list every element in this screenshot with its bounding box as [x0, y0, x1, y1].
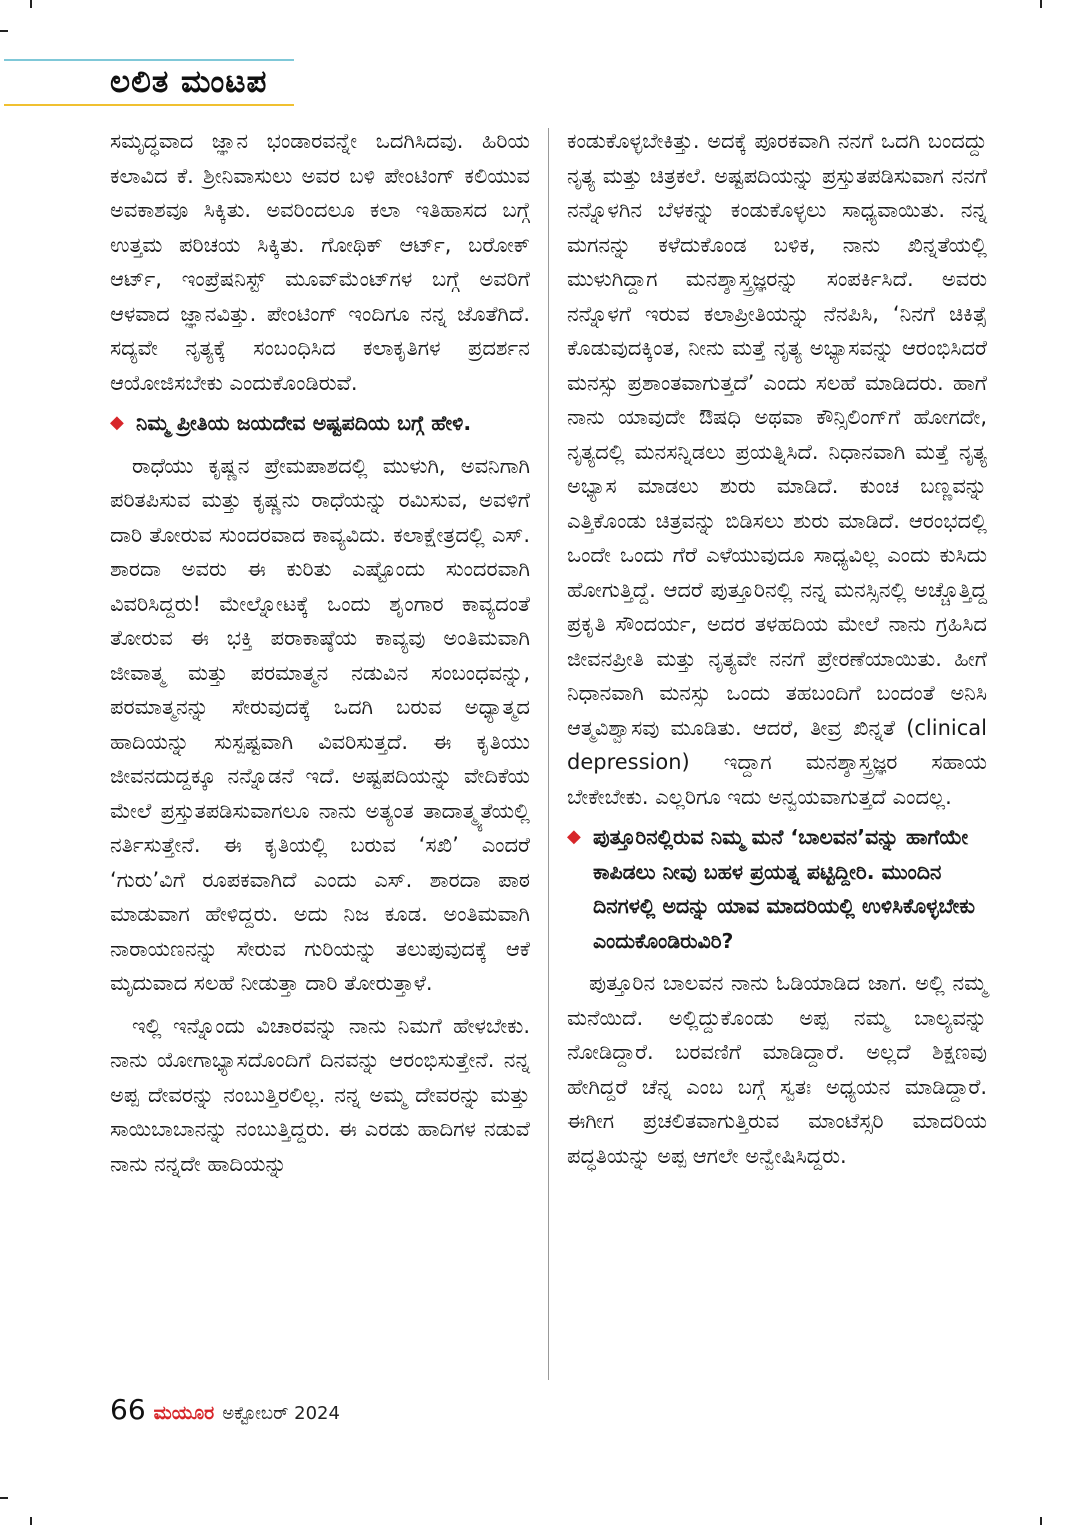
- paragraph: ಪುತ್ತೂರಿನ ಬಾಲವನ ನಾನು ಓಡಿಯಾಡಿದ ಜಾಗ. ಅಲ್ಲಿ ನಮ್ಮ ಮನೆಯಿದೆ. ಅಲ್ಲಿದ್ದುಕೊಂಡು ಅಪ್ಪ ನಮ್ಮ ಬಾಲ್ಯವನ್ನು ನೋಡಿದ್ದಾರೆ. ಬರವಣಿಗೆ ಮಾಡಿದ್ದಾರೆ. ಅಲ್ಲದೆ ಶಿಕ್ಷಣವು ಹೇಗಿದ್ದರೆ ಚೆನ್ನ ಎಂಬ ಬಗ್ಗೆ ಸ್ವತಃ ಅಧ್ಯಯನ ಮಾಡಿದ್ದಾರೆ. ಈಗೀಗ ಪ್ರಚಲಿತವಾಗುತ್ತಿರುವ ಮಾಂಟೆಸ್ಸರಿ ಮಾದರಿಯ ಪದ್ಧತಿಯನ್ನು ಅಪ್ಪ ಆಗಲೇ ಅನ್ವೇಷಿಸಿದ್ದರು.: [567, 971, 987, 1168]
- diamond-bullet-icon: ◆: [567, 826, 581, 847]
- paragraph: ಸಮೃದ್ಧವಾದ ಜ್ಞಾನ ಭಂಡಾರವನ್ನೇ ಒದಗಿಸಿದವು. ಹಿರಿಯ ಕಲಾವಿದ ಕೆ. ಶ್ರೀನಿವಾಸುಲು ಅವರ ಬಳಿ ಪೇಂಟಿಂಗ್ ಕಲಿಯುವ ಅವಕಾಶವೂ ಸಿಕ್ಕಿತು. ಅವರಿಂದಲೂ ಕಲಾ ಇತಿಹಾಸದ ಬಗ್ಗೆ ಉತ್ತಮ ಪರಿಚಯ ಸಿಕ್ಕಿತು. ಗೋಥಿಕ್ ಆರ್ಟ್, ಬರೋಕ್ ಆರ್ಟ್, ಇಂಪ್ರೆಷನಿಸ್ಟ್ ಮೂವ್‌ಮೆಂಟ್‌ಗಳ ಬಗ್ಗೆ ಅವರಿಗೆ ಆಳವಾದ ಜ್ಞಾನವಿತ್ತು. ಪೇಂಟಿಂಗ್ ಇಂದಿಗೂ ನನ್ನ ಜೊತೆಗಿದೆ. ಸದ್ಯವೇ ನೃತ್ಯಕ್ಕೆ ಸಂಬಂಧಿಸಿದ ಕಲಾಕೃತಿಗಳ ಪ್ರದರ್ಶನ ಆಯೋಜಿಸಬೇಕು ಎಂದುಕೊಂಡಿರುವೆ.: [110, 129, 530, 395]
- page-number: 66: [110, 1393, 146, 1426]
- crop-mark: [0, 1497, 8, 1499]
- paragraph: ರಾಧೆಯು ಕೃಷ್ಣನ ಪ್ರೇಮಪಾಶದಲ್ಲಿ ಮುಳುಗಿ, ಅವನಿಗಾಗಿ ಪರಿತಪಿಸುವ ಮತ್ತು ಕೃಷ್ಣನು ರಾಧೆಯನ್ನು ರಮಿಸುವ, ಅವಳಿಗೆ ದಾರಿ ತೋರುವ ಸುಂದರವಾದ ಕಾವ್ಯವಿದು. ಕಲಾಕ್ಷೇತ್ರದಲ್ಲಿ ಎಸ್. ಶಾರದಾ ಅವರು ಈ ಕುರಿತು ಎಷ್ಟೊಂದು ಸುಂದರವಾಗಿ ವಿವರಿಸಿದ್ದರು! ಮೇಲ್ನೋಟಕ್ಕೆ ಒಂದು ಶೃಂಗಾರ ಕಾವ್ಯದಂತೆ ತೋರುವ ಈ ಭಕ್ತಿ ಪರಾಕಾಷ್ಠೆಯ ಕಾವ್ಯವು ಅಂತಿಮವಾಗಿ ಜೀವಾತ್ಮ ಮತ್ತು ಪರಮಾತ್ಮನ ನಡುವಿನ ಸಂಬಂಧವನ್ನು, ಪರಮಾತ್ಮನನ್ನು ಸೇರುವುದಕ್ಕೆ ಒದಗಿ ಬರುವ ಅಧ್ಯಾತ್ಮದ ಹಾದಿಯನ್ನು ಸುಸ್ಪಷ್ಟವಾಗಿ ವಿವರಿಸುತ್ತದೆ. ಈ ಕೃತಿಯು ಜೀವನದುದ್ದಕ್ಕೂ ನನ್ನೊಡನೆ ಇದೆ. ಅಷ್ಟಪದಿಯನ್ನು ವೇದಿಕೆಯ ಮೇಲೆ ಪ್ರಸ್ತುತಪಡಿಸುವಾಗಲೂ ನಾನು ಅತ್ಯಂತ ತಾದಾತ್ಮ್ಯತೆಯಲ್ಲಿ ನರ್ತಿಸುತ್ತೇನೆ. ಈ ಕೃತಿಯಲ್ಲಿ ಬರುವ ‘ಸಖಿ’ ಎಂದರೆ ‘ಗುರು’ವಿಗೆ ರೂಪಕವಾಗಿದೆ ಎಂದು ಎಸ್. ಶಾರದಾ ಪಾಠ ಮಾಡುವಾಗ ಹೇಳಿದ್ದರು. ಅದು ನಿಜ ಕೂಡ. ಅಂತಿಮವಾಗಿ ನಾರಾಯಣನನ್ನು ಸೇರುವ ಗುರಿಯನ್ನು ತಲುಪುವುದಕ್ಕೆ ಆಕೆ ಮೃದುವಾದ ಸಲಹೆ ನೀಡುತ್ತಾ ದಾರಿ ತೋರುತ್ತಾಳೆ.: [110, 453, 530, 995]
- crop-mark: [0, 30, 8, 32]
- title-rule-top: [4, 59, 294, 61]
- paragraph: ಇಲ್ಲಿ ಇನ್ನೊಂದು ವಿಚಾರವನ್ನು ನಾನು ನಿಮಗೆ ಹೇಳಬೇಕು. ನಾನು ಯೋಗಾಭ್ಯಾಸದೊಂದಿಗೆ ದಿನವನ್ನು ಆರಂಭಿಸುತ್ತೇನೆ. ನನ್ನ ಅಪ್ಪ ದೇವರನ್ನು ನಂಬುತ್ತಿರಲಿಲ್ಲ. ನನ್ನ ಅಮ್ಮ ದೇವರನ್ನು ಮತ್ತು ಸಾಯಿಬಾಬಾನನ್ನು ನಂಬುತ್ತಿದ್ದರು. ಈ ಎರಡು ಹಾದಿಗಳ ನಡುವೆ ನಾನು ನನ್ನದೇ ಹಾದಿಯನ್ನು: [110, 1013, 530, 1176]
- crop-mark: [30, 1517, 32, 1525]
- diamond-bullet-icon: ◆: [110, 412, 124, 433]
- crop-mark: [30, 0, 32, 8]
- page-footer: [110, 1393, 340, 1426]
- interview-question: [110, 406, 530, 441]
- paragraph: ಕಂಡುಕೊಳ್ಳಬೇಕಿತ್ತು. ಅದಕ್ಕೆ ಪೂರಕವಾಗಿ ನನಗೆ ಒದಗಿ ಬಂದದ್ದು ನೃತ್ಯ ಮತ್ತು ಚಿತ್ರಕಲೆ. ಅಷ್ಟಪದಿಯನ್ನು ಪ್ರಸ್ತುತಪಡಿಸುವಾಗ ನನಗೆ ನನ್ನೊಳಗಿನ ಬೆಳಕನ್ನು ಕಂಡುಕೊಳ್ಳಲು ಸಾಧ್ಯವಾಯಿತು. ನನ್ನ ಮಗನನ್ನು ಕಳೆದುಕೊಂಡ ಬಳಿಕ, ನಾನು ಖಿನ್ನತೆಯಲ್ಲಿ ಮುಳುಗಿದ್ದಾಗ ಮನಶ್ಶಾಸ್ತ್ರಜ್ಞರನ್ನು ಸಂಪರ್ಕಿಸಿದೆ. ಅವರು ನನ್ನೊಳಗೆ ಇರುವ ಕಲಾಪ್ರೀತಿಯನ್ನು ನೆನಪಿಸಿ, ‘ನಿನಗೆ ಚಿಕಿತ್ಸೆ ಕೊಡುವುದಕ್ಕಿಂತ, ನೀನು ಮತ್ತೆ ನೃತ್ಯ ಅಭ್ಯಾಸವನ್ನು ಆರಂಭಿಸಿದರೆ ಮನಸ್ಸು ಪ್ರಶಾಂತವಾಗುತ್ತದೆ’ ಎಂದು ಸಲಹೆ ಮಾಡಿದರು. ಹಾಗೆ ನಾನು ಯಾವುದೇ ಔಷಧಿ ಅಥವಾ ಕೌನ್ಸಿಲಿಂಗ್‌ಗೆ ಹೋಗದೇ, ನೃತ್ಯದಲ್ಲಿ ಮನಸನ್ನಿಡಲು ಪ್ರಯತ್ನಿಸಿದೆ. ನಿಧಾನವಾಗಿ ಮತ್ತೆ ನೃತ್ಯ ಅಭ್ಯಾಸ ಮಾಡಲು ಶುರು ಮಾಡಿದೆ. ಕುಂಚ ಬಣ್ಣವನ್ನು ಎತ್ತಿಕೊಂಡು ಚಿತ್ರವನ್ನು ಬಿಡಿಸಲು ಶುರು ಮಾಡಿದೆ. ಆರಂಭದಲ್ಲಿ ಒಂದೇ ಒಂದು ಗೆರೆ ಎಳೆಯುವುದೂ ಸಾಧ್ಯವಿಲ್ಲ ಎಂದು ಕುಸಿದು ಹೋಗುತ್ತಿದ್ದೆ. ಆದರೆ ಪುತ್ತೂರಿನಲ್ಲಿ ನನ್ನ ಮನಸ್ಸಿನಲ್ಲಿ ಅಚ್ಚೊತ್ತಿದ್ದ ಪ್ರಕೃತಿ ಸೌಂದರ್ಯ, ಅದರ ತಳಹದಿಯ ಮೇಲೆ ನಾನು ಗ್ರಹಿಸಿದ ಜೀವನಪ್ರೀತಿ ಮತ್ತು ನೃತ್ಯವೇ ನನಗೆ ಪ್ರೇರಣೆಯಾಯಿತು. ಹೀಗೆ ನಿಧಾನವಾಗಿ ಮನಸ್ಸು ಒಂದು ತಹಬಂದಿಗೆ ಬಂದಂತೆ ಅನಿಸಿ ಆತ್ಮವಿಶ್ವಾಸವು ಮೂಡಿತು. ಆದರೆ, ತೀವ್ರ ಖಿನ್ನತೆ (clinical depression) ಇದ್ದಾಗ ಮನಶ್ಶಾಸ್ತ್ರಜ್ಞರ ಸಹಾಯ ಬೇಕೇಬೇಕು. ಎಲ್ಲರಿಗೂ ಇದು ಅನ್ವಯವಾಗುತ್ತದೆ ಎಂದಲ್ಲ.: [567, 129, 987, 809]
- question-text: ಪುತ್ತೂರಿನಲ್ಲಿರುವ ನಿಮ್ಮ ಮನೆ ‘ಬಾಲವನ’ವನ್ನು ಹಾಗೆಯೇ ಕಾಪಿಡಲು ನೀವು ಬಹಳ ಪ್ರಯತ್ನ ಪಟ್ಟಿದ್ದೀರಿ. ಮುಂದಿನ ದಿನಗಳಲ್ಲಿ ಅದನ್ನು ಯಾವ ಮಾದರಿಯಲ್ಲಿ ಉಳಿಸಿಕೊಳ್ಳಬೇಕು ಎಂದುಕೊಂಡಿರುವಿರಿ?: [593, 825, 976, 953]
- column-divider: [548, 128, 549, 1380]
- issue-date: ಅಕ್ಟೋಬರ್ 2024: [222, 1403, 340, 1424]
- crop-mark: [1040, 1517, 1042, 1525]
- section-title: ಲಲಿತ ಮಂಟಪ: [110, 64, 268, 100]
- crop-mark: [1040, 0, 1042, 8]
- left-column: [110, 124, 530, 1181]
- magazine-logo: ಮಯೂರ: [153, 1402, 215, 1424]
- question-text: ನಿಮ್ಮ ಪ್ರೀತಿಯ ಜಯದೇವ ಅಷ್ಟಪದಿಯ ಬಗ್ಗೆ ಹೇಳಿ.: [136, 411, 472, 435]
- interview-question: [567, 820, 987, 958]
- title-rule-bottom: [4, 104, 294, 106]
- right-column: [567, 124, 987, 1173]
